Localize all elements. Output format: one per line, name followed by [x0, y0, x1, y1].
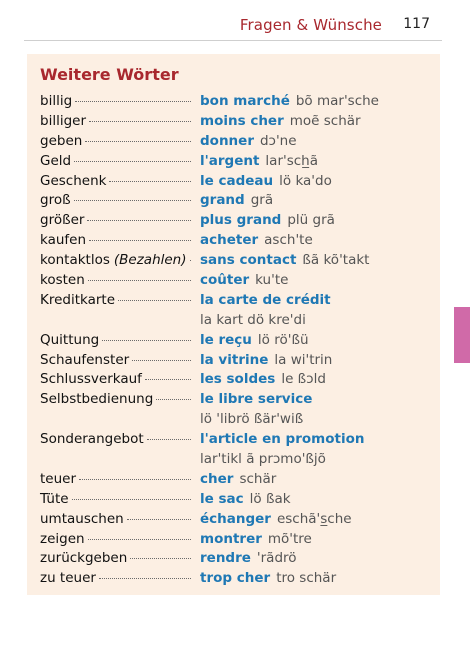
pronunciation: le ßɔld: [281, 371, 326, 388]
french-term: [200, 410, 303, 430]
section-title: Fragen & Wünsche: [239, 16, 382, 34]
vocab-row: [27, 152, 440, 172]
french-term: [200, 92, 379, 112]
french-word: le cadeau: [200, 172, 274, 189]
dot-leader: [72, 499, 191, 500]
french-term: [200, 172, 332, 192]
german-term: [40, 390, 195, 410]
pronunciation: asch'te: [264, 232, 313, 249]
french-term: [200, 390, 312, 410]
french-word: montrer: [200, 530, 262, 547]
german-term: [40, 370, 195, 390]
dot-leader: [89, 121, 191, 122]
german-term: [40, 549, 195, 569]
pronunciation: eschã's̲che: [276, 510, 352, 527]
german-word: Selbstbedienung: [40, 391, 154, 408]
dot-leader: [75, 101, 191, 102]
dot-leader: [102, 340, 191, 341]
german-term: [40, 191, 195, 211]
german-word: zeigen: [40, 530, 85, 547]
german-term: [40, 569, 195, 589]
french-term: [200, 530, 312, 550]
french-word: plus grand: [200, 212, 282, 229]
vocab-row: [27, 450, 440, 470]
dot-leader: [89, 240, 191, 241]
vocab-row: [27, 231, 440, 251]
french-term: [200, 510, 352, 530]
dot-leader: [132, 360, 191, 361]
german-word: kosten: [40, 272, 85, 289]
pronunciation: lar'sch̲ã: [265, 152, 318, 169]
german-word: zurückgeben: [40, 550, 128, 567]
german-word: Kreditkarte: [40, 291, 116, 308]
dot-leader: [118, 300, 191, 301]
german-term: [40, 331, 195, 351]
french-word: sans contact: [200, 252, 297, 269]
pronunciation: la wi'trin: [274, 351, 333, 368]
vocab-row: [27, 351, 440, 371]
german-word: kaufen: [40, 232, 87, 249]
pronunciation: grã: [250, 192, 274, 209]
vocab-row: [27, 251, 440, 271]
vocab-row: [27, 530, 440, 550]
dot-leader: [74, 200, 191, 201]
pronunciation: lö rö'ßü: [257, 331, 309, 348]
vocab-row: [27, 470, 440, 490]
dot-leader: [87, 220, 191, 221]
vocab-row: [27, 410, 440, 430]
german-word: Quittung: [40, 331, 100, 348]
german-term: [40, 271, 195, 291]
vocab-row: [27, 549, 440, 569]
pronunciation: moẽ schär: [289, 112, 361, 129]
german-term: [40, 211, 195, 231]
french-term: [200, 569, 336, 589]
german-word: groß: [40, 192, 71, 209]
dot-leader: [109, 181, 191, 182]
french-term: [200, 291, 331, 311]
french-word: acheter: [200, 232, 259, 249]
german-term: [40, 470, 195, 490]
french-word: trop cher: [200, 570, 271, 587]
french-word: le sac: [200, 490, 244, 507]
vocab-row: [27, 291, 440, 311]
pronunciation: lö 'librö ßär'wiß: [200, 411, 304, 428]
german-term: [40, 530, 195, 550]
french-word: les soldes: [200, 371, 276, 388]
french-term: [200, 132, 297, 152]
vocab-row: [27, 172, 440, 192]
french-word: l'argent: [200, 152, 260, 169]
vocab-row: [27, 92, 440, 112]
pronunciation: tro schär: [276, 570, 337, 587]
vocabulary-list: [27, 92, 440, 589]
french-term: [200, 311, 306, 331]
german-word: teuer: [40, 470, 77, 487]
vocab-row: [27, 211, 440, 231]
dot-leader: [147, 439, 191, 440]
german-word: Tüte: [40, 490, 69, 507]
french-word: échanger: [200, 510, 271, 527]
french-term: [200, 112, 361, 132]
dot-leader: [145, 379, 191, 380]
french-word: coûter: [200, 272, 250, 289]
french-word: le libre service: [200, 391, 313, 408]
french-word: la carte de crédit: [200, 291, 331, 308]
page-number: 117: [403, 16, 430, 32]
french-term: [200, 211, 335, 231]
german-term: [40, 172, 195, 192]
french-term: [200, 470, 276, 490]
french-term: [200, 351, 332, 371]
german-term: [40, 92, 195, 112]
french-term: [200, 271, 288, 291]
german-word: Geld: [40, 152, 72, 169]
german-word: umtauschen: [40, 510, 124, 527]
french-term: [200, 490, 291, 510]
vocab-row: [27, 112, 440, 132]
chapter-tab: [454, 307, 470, 363]
french-term: [200, 251, 369, 271]
german-term: [40, 152, 195, 172]
vocab-row: [27, 430, 440, 450]
dot-leader: [127, 519, 191, 520]
pronunciation: schär: [239, 470, 277, 487]
dot-leader: [79, 479, 191, 480]
german-term: [40, 132, 195, 152]
german-term: [40, 510, 195, 530]
vocabulary-box: [27, 54, 440, 595]
dot-leader: [74, 161, 191, 162]
vocab-row: [27, 191, 440, 211]
french-word: bon marché: [200, 93, 290, 109]
page-header: [0, 0, 470, 40]
german-term: [40, 430, 195, 450]
german-word: billiger: [40, 112, 86, 129]
pronunciation: plü grã: [287, 212, 335, 229]
vocab-row: [27, 132, 440, 152]
german-note: (Bezahlen): [113, 252, 187, 269]
german-term: [40, 490, 195, 510]
dot-leader: [99, 578, 191, 579]
german-word: größer: [40, 212, 85, 229]
pronunciation: lar'tikl ã prɔmo'ßjõ: [200, 451, 326, 468]
german-term: [40, 251, 195, 271]
vocab-row: [27, 390, 440, 410]
pronunciation: lö ka'do: [279, 172, 332, 189]
pronunciation: lö ßak: [249, 490, 291, 507]
german-word: billig: [40, 93, 73, 109]
vocab-row: [27, 271, 440, 291]
french-term: [200, 549, 297, 569]
german-term: [40, 231, 195, 251]
dot-leader: [130, 558, 191, 559]
german-term: [40, 112, 195, 132]
vocab-row: [27, 331, 440, 351]
french-term: [200, 450, 326, 470]
pronunciation: mõ'tre: [267, 530, 312, 547]
pronunciation: 'rãdrö: [256, 550, 297, 567]
vocab-row: [27, 510, 440, 530]
german-word: Schlussverkauf: [40, 371, 142, 388]
german-term: [40, 291, 195, 311]
french-term: [200, 191, 273, 211]
dot-leader: [88, 280, 191, 281]
german-word: geben: [40, 132, 83, 149]
german-word: zu teuer: [40, 570, 96, 587]
german-word: Schaufenster: [40, 351, 130, 368]
german-word: Geschenk: [40, 172, 107, 189]
dot-leader: [156, 399, 191, 400]
german-word: kontaktlos: [40, 252, 110, 269]
pronunciation: dɔ'ne: [259, 132, 297, 149]
header-divider: [24, 40, 442, 41]
french-word: le reçu: [200, 331, 252, 348]
pronunciation: bõ mar'sche: [295, 93, 379, 109]
french-word: la vitrine: [200, 351, 269, 368]
dot-leader: [85, 141, 191, 142]
french-term: [200, 331, 309, 351]
french-word: l'article en promotion: [200, 431, 365, 448]
box-title: Weitere Wörter: [40, 65, 179, 84]
french-word: cher: [200, 470, 234, 487]
vocab-row: [27, 569, 440, 589]
german-term: [40, 351, 195, 371]
french-term: [200, 430, 364, 450]
vocab-row: [27, 370, 440, 390]
french-word: moins cher: [200, 112, 284, 129]
pronunciation: ku'te: [255, 272, 289, 289]
dot-leader: [88, 539, 191, 540]
german-word: Sonderangebot: [40, 431, 144, 448]
french-word: rendre: [200, 550, 251, 567]
french-term: [200, 370, 326, 390]
pronunciation: ßã kõ'takt: [302, 252, 370, 269]
french-term: [200, 152, 318, 172]
vocab-row: [27, 490, 440, 510]
pronunciation: la kart dö kre'di: [200, 311, 306, 328]
french-word: donner: [200, 132, 254, 149]
french-term: [200, 231, 313, 251]
french-word: grand: [200, 192, 245, 209]
dot-leader: [190, 260, 191, 261]
vocab-row: [27, 311, 440, 331]
